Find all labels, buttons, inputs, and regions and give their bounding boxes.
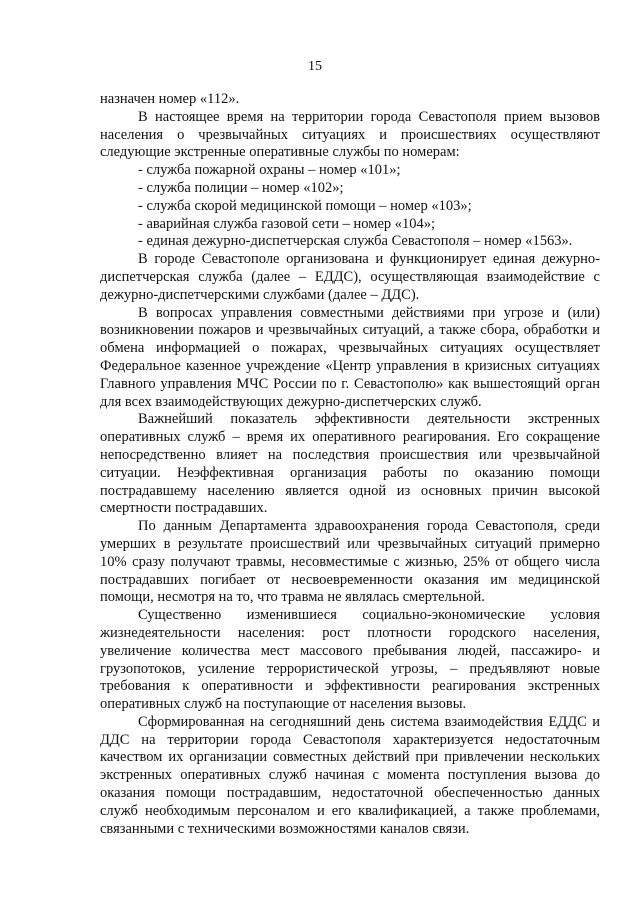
services-list — [100, 162, 600, 251]
document-body — [100, 91, 600, 838]
list-item: - служба полиции – номер «102»; — [138, 179, 344, 196]
list-item: - служба пожарной охраны – номер «101»; — [138, 162, 401, 179]
paragraph-management: В вопросах управления совместными действиями при угрозе и (или) возникновении пожаров и чрезвычайных ситуаций, а также сбора, обработки и обмена информацией о пожарах, чрезвычайных ситуациях осуществляет Федеральное казенное учреждение «Центр управления в кризисных ситуациях Главного управления МЧС России по г. Севастополю» как вышестоящий орган для всех взаимодействующих дежурно-диспетчерских служб. — [100, 304, 600, 410]
page-number: 15 — [308, 59, 322, 74]
paragraph-conditions: Существенно изменившиеся социально-экономические условия жизнедеятельности населения: рост плотности городского населения, увеличение количества мест массового пребывания людей, пассажиро- и грузопотоков, усиление террористической угрозы, – предъявляют новые требования к оперативности и эффективности реагирования экстренных оперативных служб на поступающие от населения вызовы. — [100, 607, 600, 713]
list-item: - аварийная служба газовой сети – номер «104»; — [138, 215, 436, 232]
paragraph-response-time: Важнейший показатель эффективности деятельности экстренных оперативных служб – время их оперативного реагирования. Его сокращение непосредственно влияет на последствия происшествия или чрезвычайной ситуации. Неэффективная организация работы по оказанию помощи пострадавшему населению является одной из основных причин высокой смертности пострадавших. — [100, 411, 600, 517]
paragraph-health-data: По данным Департамента здравоохранения города Севастополя, среди умерших в результате происшествий или чрезвычайных ситуаций примерно 10% сразу получают травмы, несовместимые с жизнью, 25% от общего числа пострадавших погибает от несвоевременности оказания им медицинской помощи, несмотря на то, что травма не являлась смертельной. — [100, 518, 600, 606]
paragraph-services-intro: В настоящее время на территории города Севастополя прием вызовов населения о чрезвычайных ситуациях и происшествиях осуществляют следующие экстренные оперативные службы по номерам: — [100, 108, 600, 161]
paragraph-edds: В городе Севастополе организована и функционирует единая дежурно-диспетчерская служба (далее – ЕДДС), осуществляющая взаимодействие с дежурно-диспетчерскими службами (далее – ДДС). — [100, 251, 600, 303]
list-item: - единая дежурно-диспетчерская служба Севастополя – номер «1563». — [138, 233, 573, 250]
paragraph-intro: назначен номер «112». — [100, 91, 240, 107]
list-item: - служба скорой медицинской помощи – номер «103»; — [138, 197, 472, 214]
paragraph-system: Сформированная на сегодняшний день система взаимодействия ЕДДС и ДДС на территории города Севастополя характеризуется недостаточным качеством их организации совместных действий при привлечении нескольких экстренных оперативных служб начиная с момента поступления вызова до оказания помощи пострадавшим, недостаточной обеспеченностью данных служб необходимым персоналом и его квалификацией, а также проблемами, связанными с техническими возможностями каналов связи. — [100, 713, 600, 837]
